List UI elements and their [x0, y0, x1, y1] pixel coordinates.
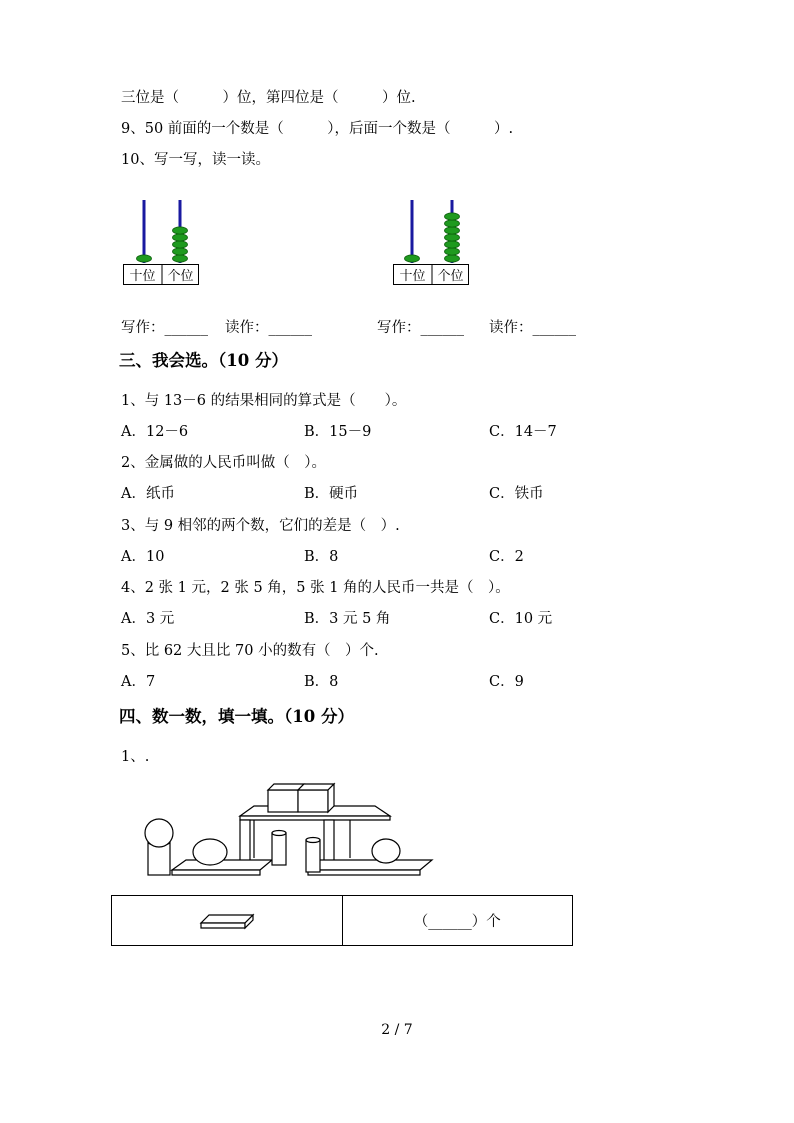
- abacus-1: [122, 196, 202, 288]
- option-a: A．12－6: [121, 424, 189, 440]
- ones-label: 个位: [167, 269, 194, 284]
- sphere-2: [193, 839, 227, 865]
- count-table: [111, 895, 573, 946]
- section-3-heading: 三、我会选。（10 分）: [119, 351, 288, 370]
- option-b: B．硬币: [304, 486, 359, 502]
- tens-beads: [405, 255, 420, 262]
- option-a: A．7: [121, 674, 156, 690]
- option-a: A．10: [121, 549, 165, 565]
- question-9: 9、50 前面的一个数是（ ），后面一个数是（ ）.: [121, 121, 514, 137]
- abacus-bead: [173, 234, 188, 241]
- cylinder-right: [306, 840, 320, 872]
- abacus-bead: [445, 255, 460, 262]
- option-b: B．3 元 5 角: [304, 611, 391, 627]
- choice-question-5: 5、比 62 大且比 70 小的数有（ ）个.: [121, 643, 379, 659]
- option-c: C．铁币: [489, 486, 544, 502]
- ones-beads: [445, 213, 460, 262]
- option-a: A．3 元: [121, 611, 175, 627]
- abacus-bead: [173, 255, 188, 262]
- choice-question-2: 2、金属做的人民币叫做（ ）。: [121, 455, 326, 471]
- abacus-bead: [445, 227, 460, 234]
- question-10: 10、写一写，读一读。: [121, 152, 270, 168]
- count-question-1: 1、.: [121, 749, 150, 765]
- option-c: C．9: [489, 674, 524, 690]
- abacus-bead: [173, 227, 188, 234]
- page-number: 2 / 7: [381, 1022, 413, 1038]
- answer-cell[interactable]: [342, 896, 573, 945]
- abacus-2: [392, 196, 472, 288]
- ones-label: 个位: [437, 269, 464, 284]
- abacus-bead: [173, 241, 188, 248]
- option-a: A．纸币: [121, 486, 175, 502]
- answer-blank: （______）个: [413, 914, 501, 930]
- question-8-tail: 三位是（ ）位，第四位是（ ）位.: [121, 90, 416, 106]
- abacus-bead: [405, 255, 420, 262]
- write-blank-2: 写作：______: [377, 320, 464, 336]
- cuboid-board-icon: [197, 910, 257, 932]
- section-4-heading: 四、数一数，填一填。（10 分）: [119, 707, 354, 726]
- read-blank-2: 读作：______: [489, 320, 576, 336]
- option-b: B．8: [304, 549, 339, 565]
- cube-2: [298, 790, 328, 812]
- choice-question-3: 3、与 9 相邻的两个数，它们的差是（ ）.: [121, 518, 400, 534]
- tens-beads: [137, 255, 152, 262]
- right-base-board: [308, 860, 432, 870]
- abacus-bead: [445, 220, 460, 227]
- write-blank-1: 写作：______: [121, 320, 208, 336]
- tens-label: 十位: [399, 269, 426, 284]
- sphere-1: [145, 819, 173, 847]
- option-c: C．2: [489, 549, 524, 565]
- tens-label: 十位: [129, 269, 156, 284]
- option-c: C．10 元: [489, 611, 553, 627]
- option-b: B．15－9: [304, 424, 372, 440]
- option-b: B．8: [304, 674, 339, 690]
- abacus-bead: [137, 255, 152, 262]
- solid-shapes-illustration: [140, 778, 440, 883]
- choice-question-1: 1、与 13－6 的结果相同的算式是（ ）。: [121, 393, 407, 409]
- abacus-bead: [445, 234, 460, 241]
- option-c: C．14－7: [489, 424, 557, 440]
- sphere-3: [372, 839, 400, 863]
- read-blank-1: 读作：______: [225, 320, 312, 336]
- shape-cell: [112, 896, 342, 945]
- ones-beads: [173, 227, 188, 262]
- abacus-bead: [445, 241, 460, 248]
- abacus-bead: [445, 213, 460, 220]
- cube-1: [268, 790, 298, 812]
- abacus-bead: [445, 248, 460, 255]
- abacus-bead: [173, 248, 188, 255]
- choice-question-4: 4、2 张 1 元，2 张 5 角，5 张 1 角的人民币一共是（ ）。: [121, 580, 510, 596]
- cylinder-middle: [272, 833, 286, 865]
